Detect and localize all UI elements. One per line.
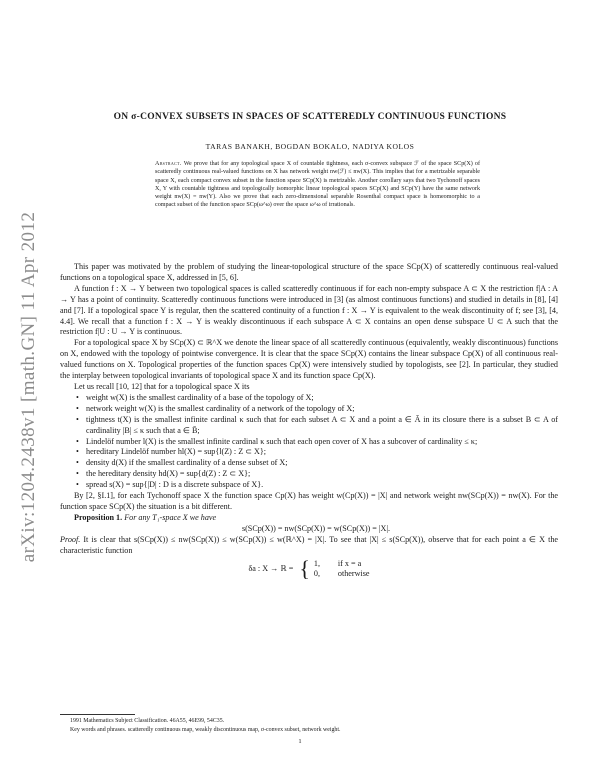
list-item: • Lindelöf number l(X) is the smallest infinite cardinal κ such that each open cover of X has a subcover of cardinality ≤ κ; — [86, 437, 558, 448]
formula-brace: { — [299, 556, 310, 582]
footnote: 1991 Mathematics Subject Classification. 46A55, 46E99, 54C35. — [70, 718, 225, 724]
proof-label: Proof. — [60, 534, 81, 544]
proposition-label: Proposition 1. — [74, 512, 123, 522]
case-value: 1, — [313, 559, 320, 569]
main-text — [60, 262, 558, 582]
paper-authors: TARAS BANAKH, BOGDAN BOKALO, NADIYA KOLOS — [205, 142, 415, 151]
list-item: • hereditary Lindelöf number hl(X) = sup{l(Z) : Z ⊂ X}; — [86, 447, 558, 458]
list-item: • spread s(X) = sup{|D| : D is a discrete subspace of X}. — [86, 480, 558, 491]
proof-text: It is clear that s(SCp(X)) ≤ nw(SCp(X)) ≤ w(SCp(X)) ≤ w(ℝ^X) = |X|. To see that |X| ≤ s(SCp(X)), observe that for each point a ∈ X the characteristic function — [60, 534, 558, 555]
characteristic-function-formula — [60, 556, 558, 582]
invariants-list — [60, 393, 558, 491]
paragraph: By [2, §I.1], for each Tychonoff space X the function space Cp(X) has weight w(Cp(X)) = |X| and network weight nw(SCp(X)) = nw(X). For the function space SCp(X) the situation is a bit different. — [60, 491, 558, 511]
paragraph: Let us recall [10, 12] that for a topological space X its — [74, 381, 250, 391]
case-condition: if x = a — [337, 559, 362, 569]
abstract — [155, 160, 480, 210]
list-item: • the hereditary density hd(X) = sup{d(Z) : Z ⊂ X}; — [86, 469, 558, 480]
abstract-label: Abstract. — [155, 161, 182, 167]
paragraph: For a topological space X by SCp(X) ⊂ ℝ^X we denote the linear space of all scatteredly continuous (equivalently, weakly discontinuous) functions on X, endowed with the topology of pointwise convergence. It is clear that the space SCp(X) contains the linear subspace Cp(X) of all continuous real-valued functions on X. Topological properties of the function spaces Cp(X) were intensively studied by topologists, see [2]. In particular, they studied the interplay between topological invariants of topological space X and its function space Cp(X). — [60, 338, 558, 381]
proposition-formula: s(SCp(X)) = nw(SCp(X)) = w(SCp(X)) = |X|. — [241, 523, 391, 533]
case-condition: otherwise — [337, 569, 370, 579]
proposition-statement: For any T₁-space X we have — [124, 512, 217, 522]
footnotes — [60, 717, 558, 734]
paragraph: A function f : X → Y between two topological spaces is called scatteredly continuous if for each non-empty subspace A ⊂ X the restriction f|A : A → Y has a point of continuity. Scatteredly continuous functions were introduced in [3] (as almost continuous functions) and studied in details in [8], [4] and [7]. If a topological space Y is regular, then the scattered continuity of a function f : X → Y is equivalent to the weak discontinuity of f; see [3], [4, 4.4]. We recall that a function f : X → Y is weakly discontinuous if each subspace A ⊂ X contains an open dense subspace U ⊂ A such that the restriction f|U : U → Y is continuous. — [60, 283, 558, 337]
paper-title: ON σ-CONVEX SUBSETS IN SPACES OF SCATTEREDLY CONTINUOUS FUNCTIONS — [113, 112, 507, 122]
proposition — [60, 513, 558, 524]
list-item: • weight w(X) is the smallest cardinality of a base of the topology of X; — [86, 393, 558, 404]
case-value: 0, — [313, 569, 320, 579]
formula-cases — [314, 559, 370, 579]
formula-lhs: δa : X → ℝ = — [248, 564, 294, 574]
formula-case — [314, 569, 370, 579]
paragraph: This paper was motivated by the problem of studying the linear-topological structure of the space SCp(X) of scatteredly continuous real-valued functions on a topological space X, addressed in [5, 6]. — [60, 262, 558, 282]
proof — [60, 535, 558, 557]
list-item: • tightness t(X) is the smallest infinite cardinal κ such that for each subset A ⊂ X and a point a ∈ Ā in its closure there is a subset B ⊂ A of cardinality |B| ≤ κ such that a ∈ B̄; — [86, 415, 558, 437]
list-item: • network weight w(X) is the smallest cardinality of a network of the topology of X; — [86, 404, 558, 415]
arxiv-stamp-text: arXiv:1204.2438v1 [math.GN] 11 Apr 2012 — [18, 211, 39, 563]
formula-case — [314, 559, 370, 569]
arxiv-stamp — [12, 172, 46, 602]
footnote: Key words and phrases. scatteredly continuous map, weakly discontinuous map, σ-convex subset, network weight. — [70, 726, 341, 733]
page-number: 1 — [298, 738, 302, 745]
abstract-text: We prove that for any topological space X of countable tightness, each σ-convex subspace ℱ of the space SCp(X) of scatteredly continuous real-valued functions on X has network weight nw(ℱ) ≤ nw(X). This implies that for a metrizable separable space X, each compact convex subset in the function space SCp(X) is metrizable. Another corollary says that two Tychonoff spaces X, Y with countable tightness and topologically isomorphic linear topological spaces SCp(X) and SCp(Y) have the same network weight nw(X) = nw(Y). Also we prove that each zero-dimensional separable Rosenthal compact space is homeomorphic to a compact subset of the function space SCp(ω^ω) over the space ω^ω of irrationals. — [155, 161, 480, 209]
list-item: • density d(X) if the smallest cardinality of a dense subset of X; — [86, 458, 558, 469]
footnote-rule — [60, 714, 135, 715]
